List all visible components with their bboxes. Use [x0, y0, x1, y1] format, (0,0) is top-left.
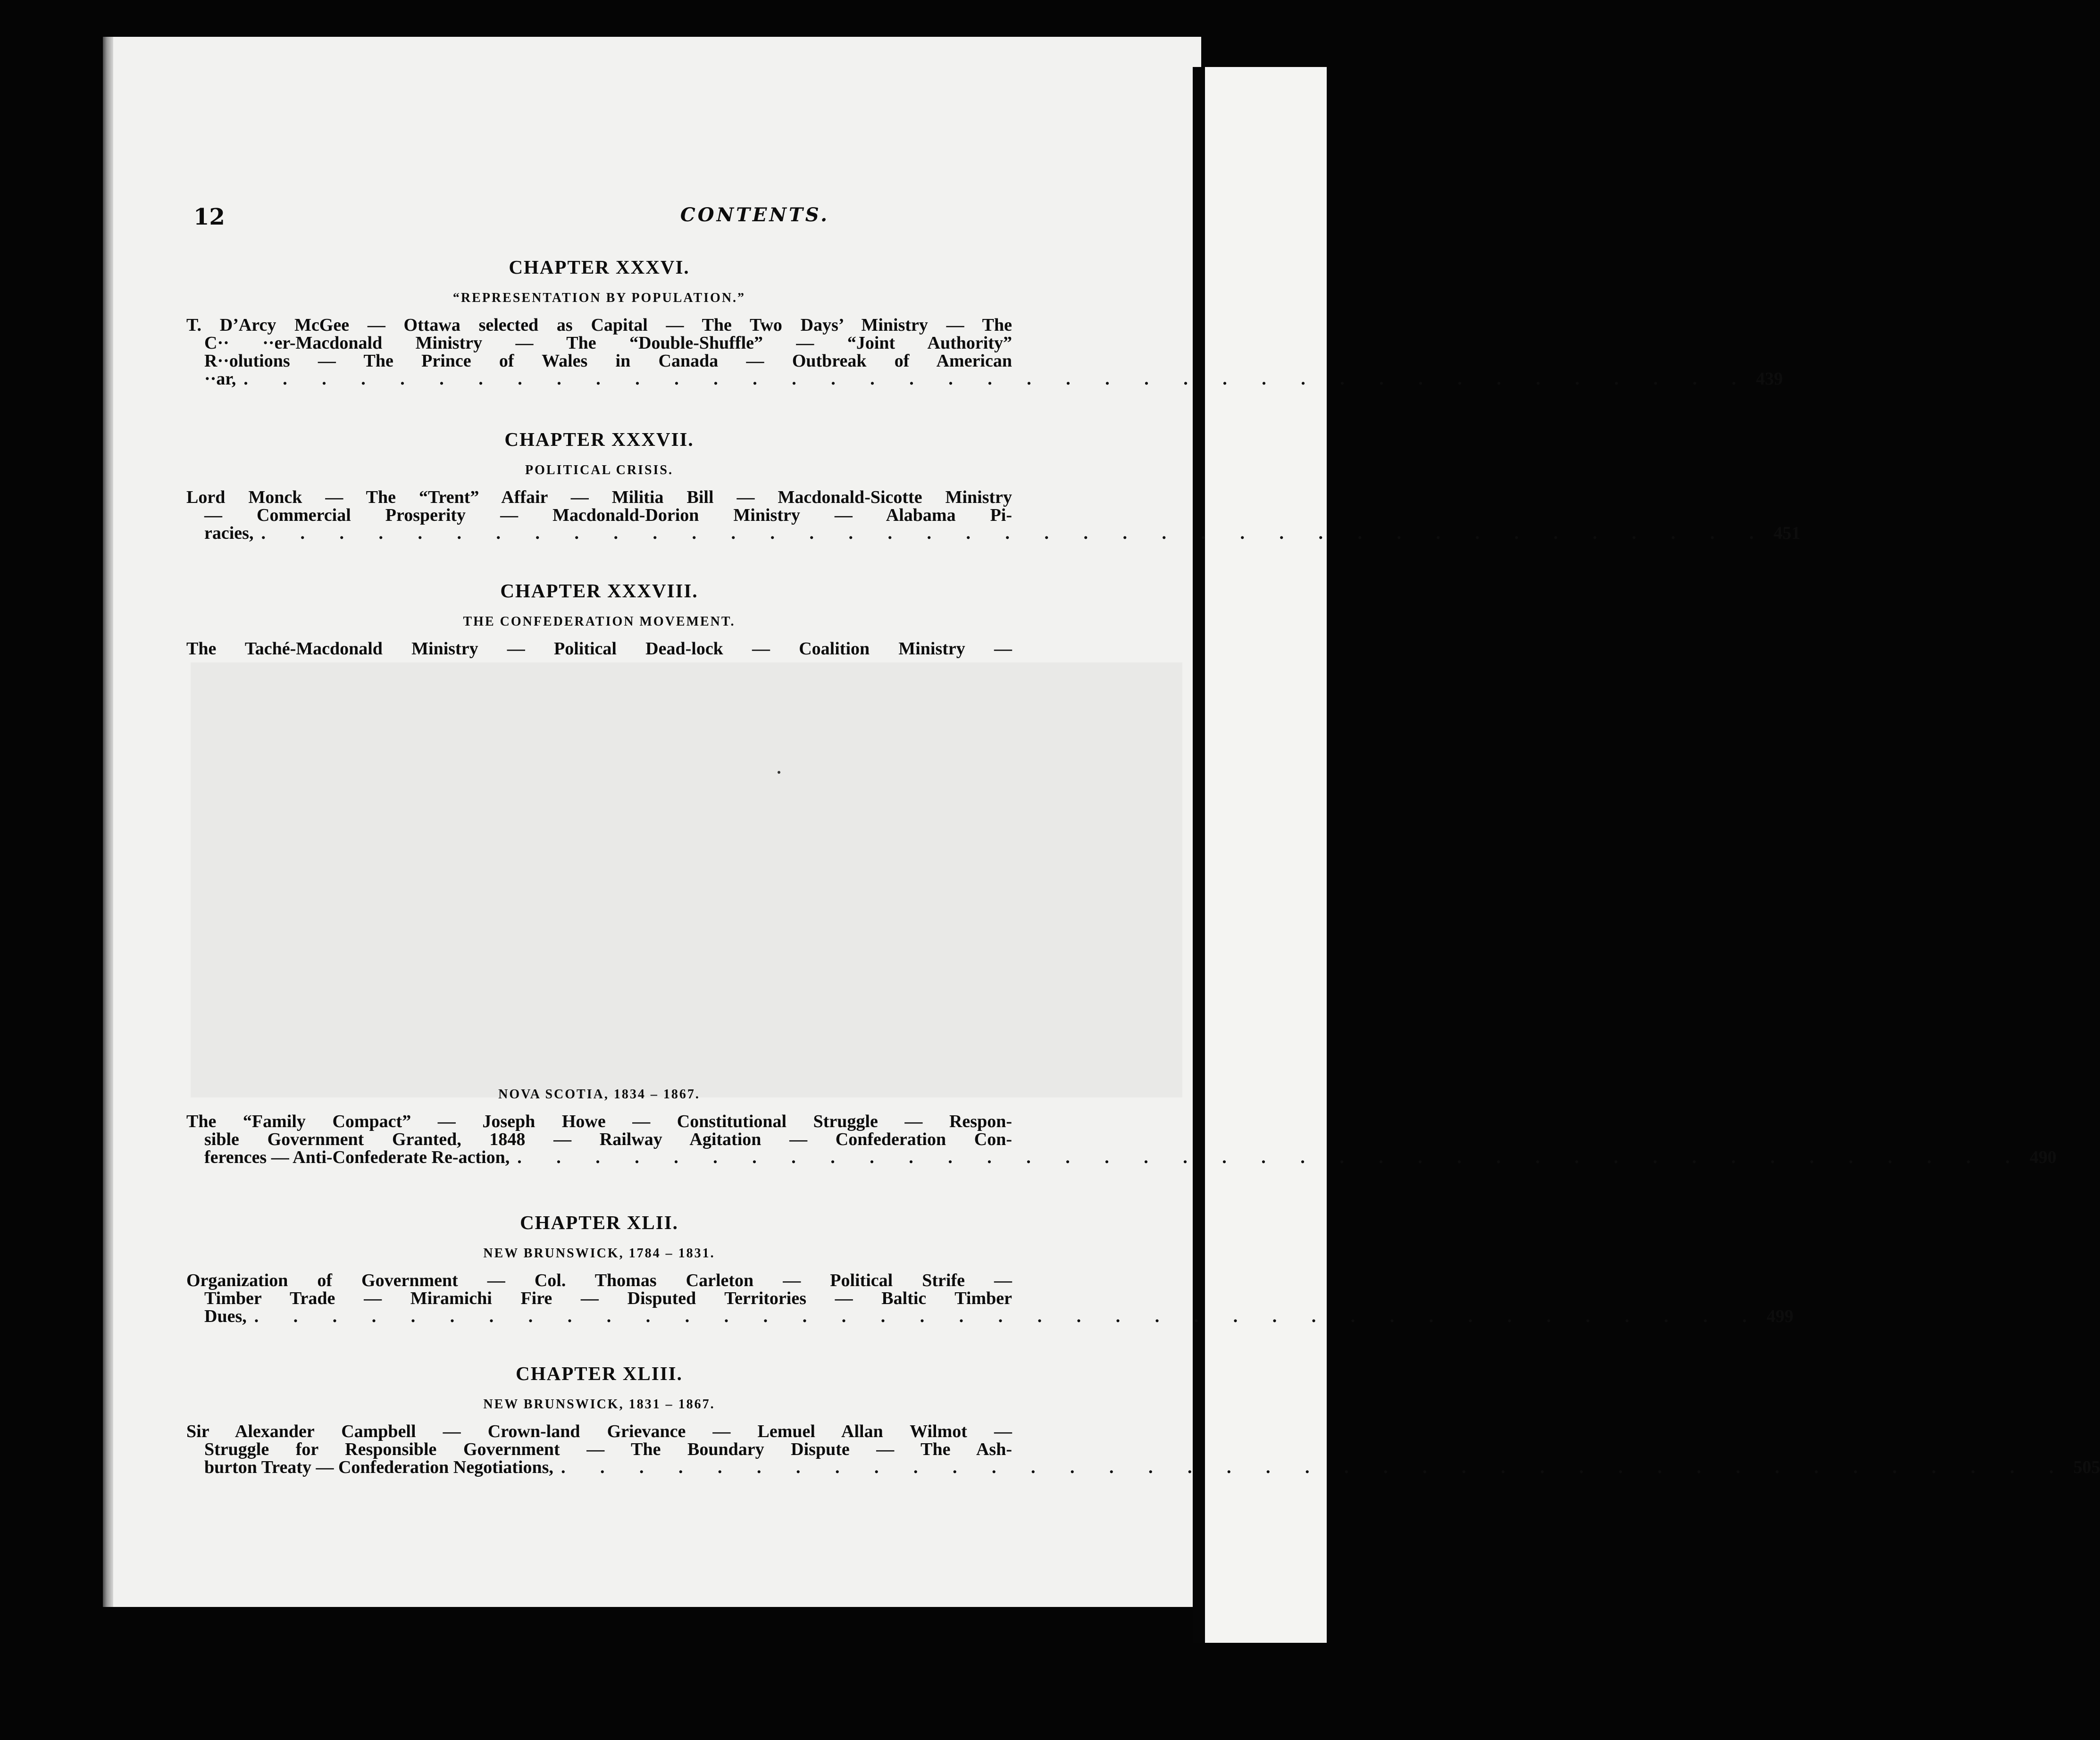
- summary-last-line: [186, 369, 1783, 389]
- facing-page-edge: [1205, 67, 1327, 1643]
- chapter-page-number: 499: [1766, 1306, 1794, 1326]
- summary-line: Timber Trade — Miramichi Fire — Disputed Territories — Baltic Timber: [204, 1288, 1012, 1308]
- summary-line: racies,: [204, 523, 254, 543]
- chapter-summary: [186, 1112, 2057, 1167]
- blank-occluding-panel: [191, 662, 1182, 1097]
- scan-speck: [778, 771, 780, 774]
- leader-dots: . . . . . . . . . . . . . . . . . . . . . . . . . . . . . . . . . . . . . . .: [254, 1306, 1762, 1326]
- chapter-page-number: 505: [2073, 1457, 2100, 1477]
- page-binding-edge: [103, 37, 113, 1607]
- chapter-title: CHAPTER XXXVII.: [504, 428, 694, 450]
- chapter-page-number: 490: [2029, 1147, 2057, 1167]
- chapter-summary: [186, 640, 1012, 658]
- chapter-xxxvi-entry: [186, 254, 1783, 389]
- chapter-subtitle: “REPRESENTATION BY POPULATION.”: [452, 291, 746, 305]
- chapter-summary: [186, 315, 1783, 389]
- running-title: CONTENTS.: [680, 204, 830, 226]
- summary-line: T. D’Arcy McGee — Ottawa selected as Capital — The Two Days’ Ministry — The: [186, 315, 1012, 335]
- page-number: 12: [193, 204, 225, 230]
- leader-dots: . . . . . . . . . . . . . . . . . . . . . . . . . . . . . . . . . . . . . . .: [561, 1457, 2069, 1477]
- summary-line: — Commercial Prosperity — Macdonald-Dorion Ministry — Alabama Pi-: [204, 505, 1012, 525]
- chapter-subtitle: NOVA SCOTIA, 1834 – 1867.: [498, 1087, 700, 1102]
- summary-line: burton Treaty — Confederation Negotiations,: [204, 1457, 553, 1477]
- chapter-subtitle: NEW BRUNSWICK, 1831 – 1867.: [483, 1397, 715, 1412]
- chapter-summary: [186, 1271, 1794, 1326]
- chapter-summary: [186, 1422, 2100, 1477]
- chapter-xlii-entry: [186, 1209, 1794, 1326]
- chapter-xliii-entry: [186, 1360, 2100, 1477]
- summary-last-line: [186, 523, 1800, 543]
- summary-line: sible Government Granted, 1848 — Railway Agitation — Confederation Con-: [204, 1129, 1012, 1149]
- chapter-page-number: 439: [1756, 369, 1783, 389]
- chapter-title: CHAPTER XXXVI.: [509, 256, 690, 278]
- summary-last-line: [186, 1306, 1794, 1326]
- summary-line: Sir Alexander Campbell — Crown-land Grievance — Lemuel Allan Wilmot —: [186, 1422, 1012, 1441]
- chapter-subtitle: NEW BRUNSWICK, 1784 – 1831.: [483, 1246, 715, 1261]
- chapter-title: CHAPTER XLIII.: [516, 1363, 683, 1384]
- summary-line: R··olutions — The Prince of Wales in Canada — Outbreak of American: [204, 351, 1012, 371]
- summary-line: C·· ··er-Macdonald Ministry — The “Double-Shuffle” — “Joint Authority”: [204, 333, 1012, 353]
- chapter-title: CHAPTER XXXVIII.: [500, 580, 698, 602]
- summary-line: The Taché-Macdonald Ministry — Political Dead-lock — Coalition Ministry —: [186, 639, 1012, 659]
- summary-line: Dues,: [204, 1306, 247, 1326]
- leader-dots: . . . . . . . . . . . . . . . . . . . . . . . . . . . . . . . . . . . . . . .: [243, 369, 1751, 389]
- chapter-title: CHAPTER XLII.: [520, 1212, 678, 1233]
- chapter-nova-scotia-entry: [186, 1085, 2057, 1167]
- summary-line: ··ar,: [204, 369, 236, 389]
- chapter-subtitle: THE CONFEDERATION MOVEMENT.: [463, 614, 736, 629]
- summary-last-line: [186, 1457, 2100, 1477]
- summary-line: ferences — Anti-Confederate Re-action,: [204, 1147, 510, 1167]
- summary-line: Organization of Government — Col. Thomas Carleton — Political Strife —: [186, 1271, 1012, 1290]
- chapter-summary: [186, 487, 1800, 543]
- summary-line: Struggle for Responsible Government — The Boundary Dispute — The Ash-: [204, 1439, 1012, 1459]
- chapter-subtitle: POLITICAL CRISIS.: [525, 463, 673, 477]
- summary-line: Lord Monck — The “Trent” Affair — Militia Bill — Macdonald-Sicotte Ministry: [186, 487, 1012, 507]
- summary-last-line: [186, 1147, 2057, 1167]
- chapter-xxxviii-entry: [186, 577, 1012, 658]
- chapter-page-number: 451: [1773, 523, 1800, 543]
- summary-line: The “Family Compact” — Joseph Howe — Constitutional Struggle — Respon-: [186, 1112, 1012, 1131]
- leader-dots: . . . . . . . . . . . . . . . . . . . . . . . . . . . . . . . . . . . . . . .: [517, 1147, 2025, 1167]
- leader-dots: . . . . . . . . . . . . . . . . . . . . . . . . . . . . . . . . . . . . . . .: [261, 523, 1769, 543]
- chapter-xxxvii-entry: [186, 426, 1800, 543]
